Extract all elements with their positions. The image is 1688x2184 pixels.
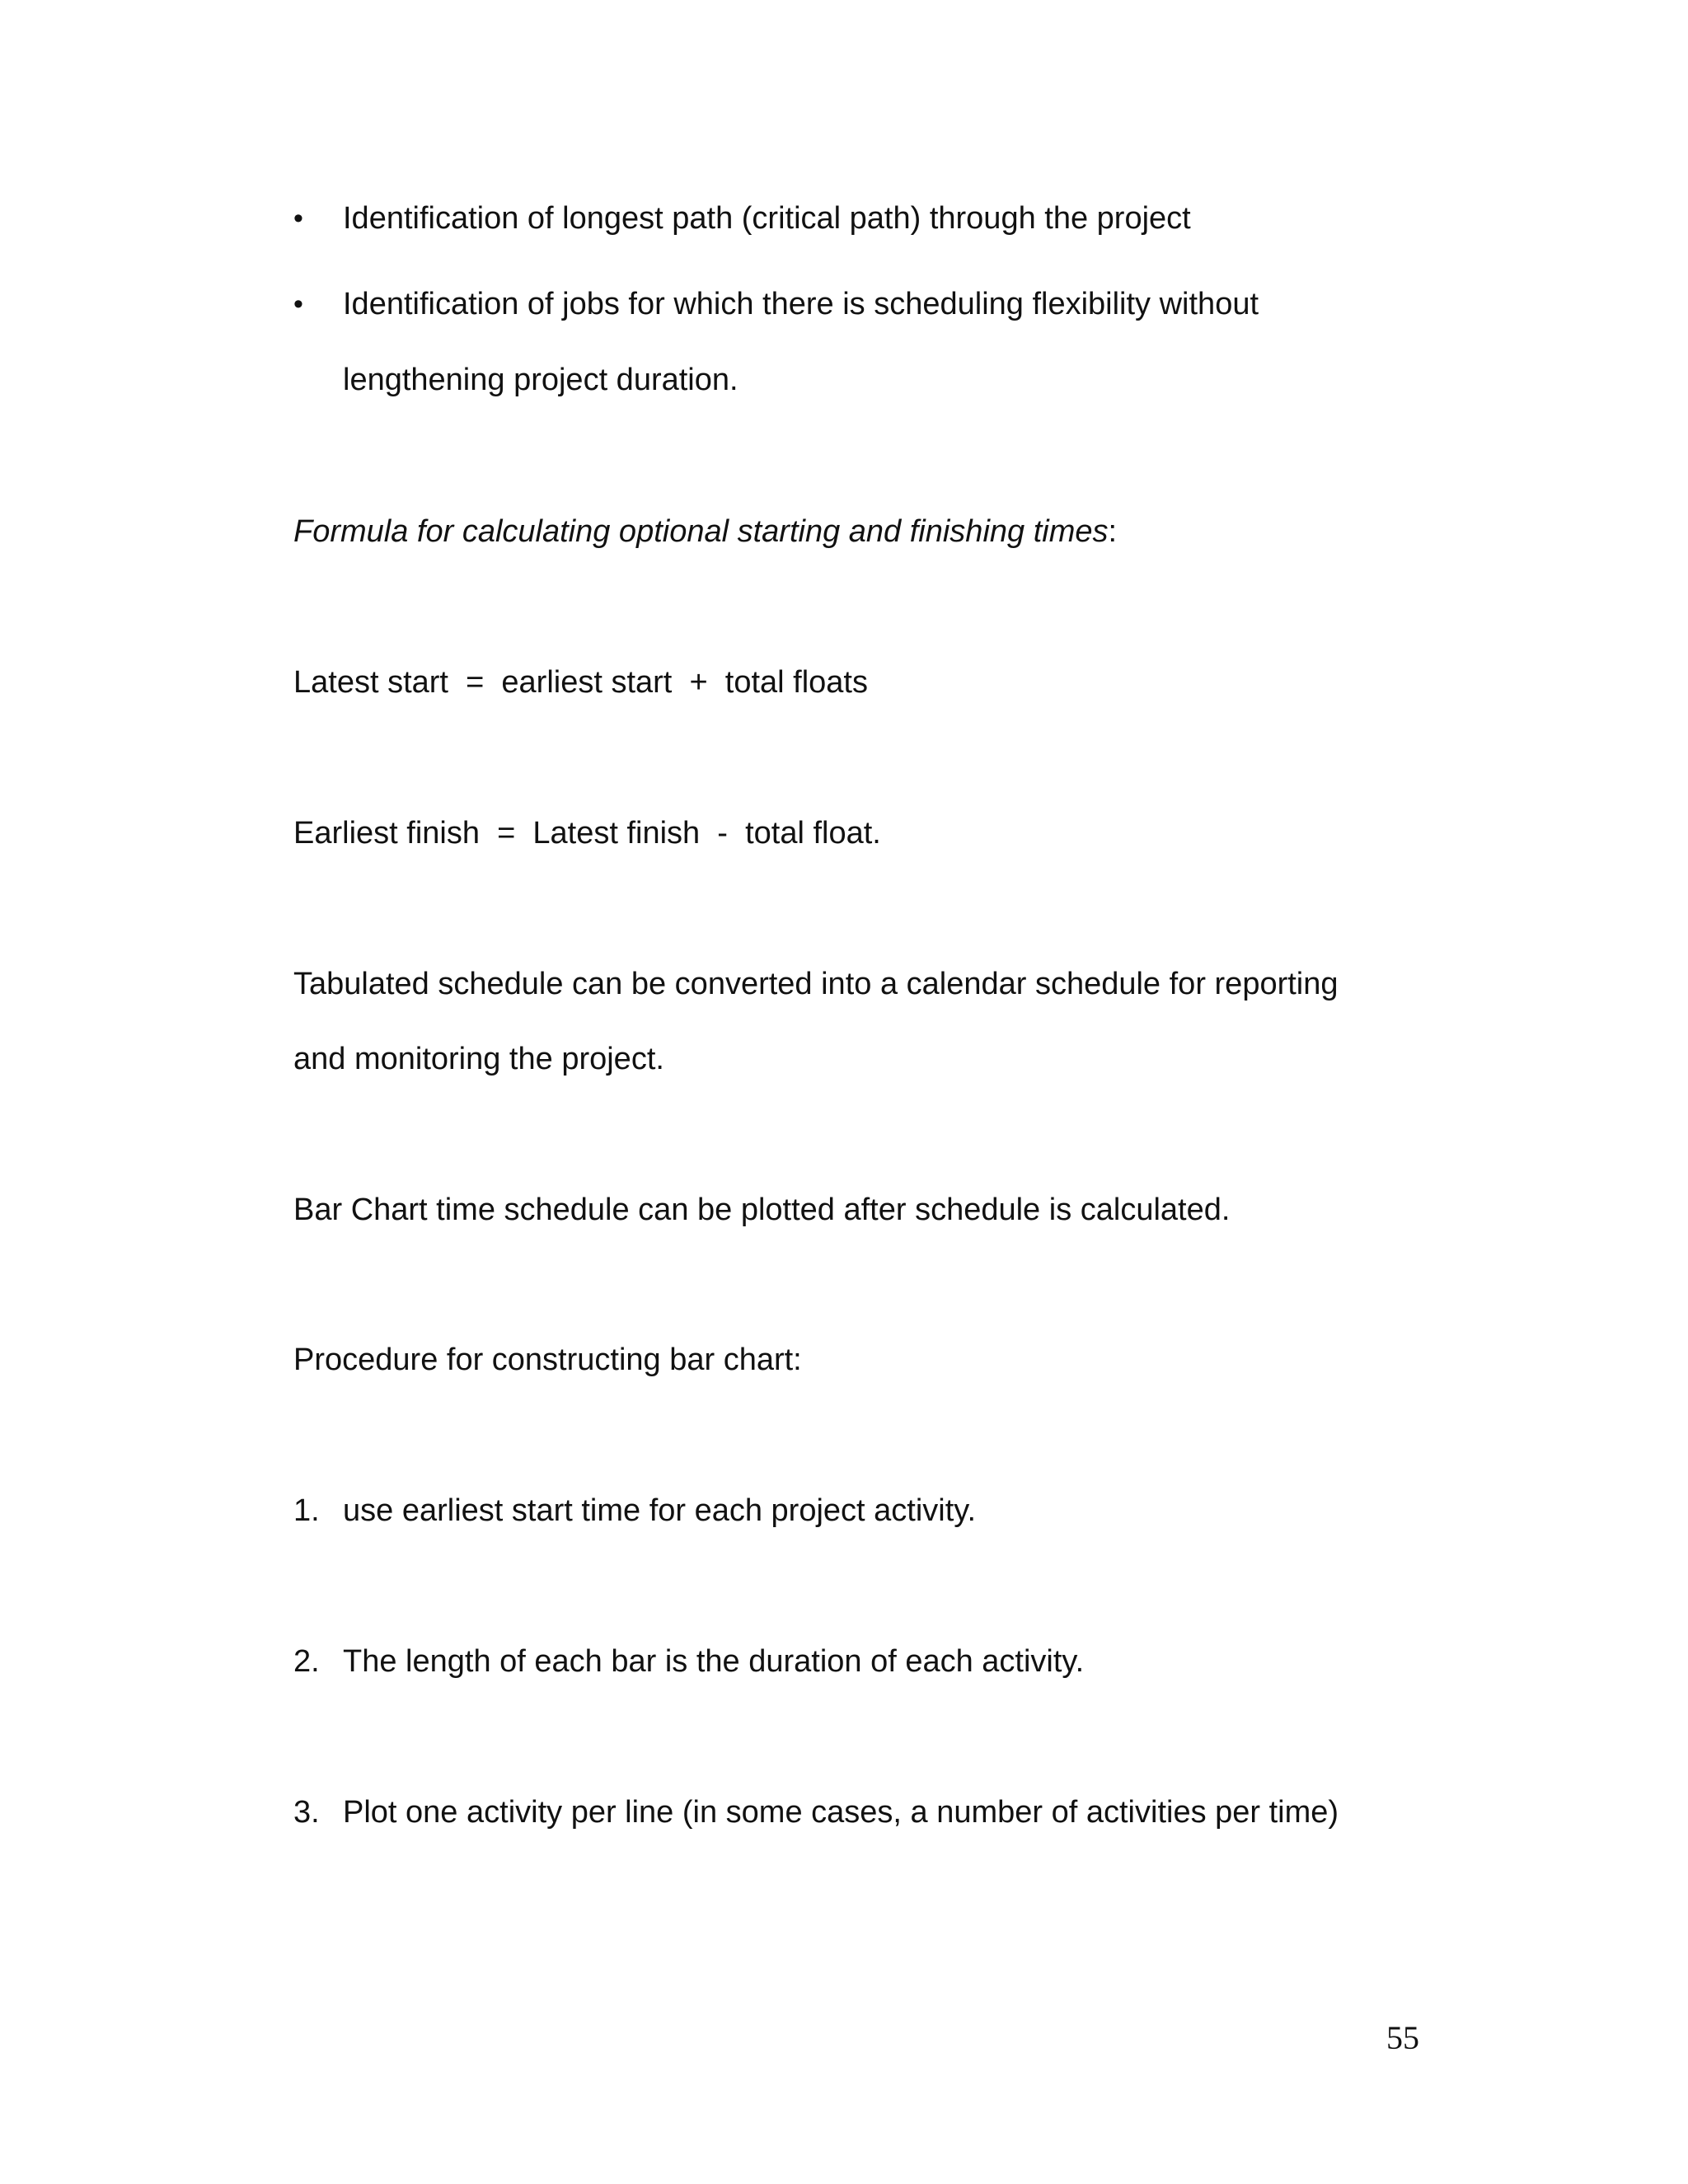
step-2-text: The length of each bar is the duration of each activity. — [343, 1644, 1085, 1679]
tabulated-paragraph-line-2: and monitoring the project. — [293, 1042, 664, 1076]
formula-latest-start: Latest start = earliest start + total floats — [293, 665, 868, 700]
formula-heading — [293, 513, 1117, 551]
step-3-text: Plot one activity per line (in some cases, a number of activities per time) — [343, 1795, 1339, 1830]
tabulated-paragraph-line-1: Tabulated schedule can be converted into a calendar schedule for reporting — [293, 967, 1339, 1001]
bullet-marker: • — [293, 288, 303, 320]
procedure-heading: Procedure for constructing bar chart: — [293, 1343, 802, 1377]
step-number: 1. — [293, 1493, 320, 1528]
step-number: 3. — [293, 1795, 320, 1830]
formula-heading-suffix: : — [1108, 514, 1118, 549]
step-number: 2. — [293, 1644, 320, 1679]
page-number: 55 — [1386, 2019, 1419, 2056]
bullet-2-text-line-2: lengthening project duration. — [343, 363, 738, 397]
formula-earliest-finish: Earliest finish = Latest finish - total float. — [293, 816, 881, 851]
bar-chart-paragraph: Bar Chart time schedule can be plotted after schedule is calculated. — [293, 1193, 1231, 1227]
step-1-text: use earliest start time for each project activity. — [343, 1493, 977, 1528]
bullet-marker: • — [293, 203, 303, 234]
bullet-1-text: Identification of longest path (critical path) through the project — [343, 201, 1191, 236]
formula-heading-italic: Formula for calculating optional starting and finishing times — [293, 514, 1109, 549]
bullet-2-text-line-1: Identification of jobs for which there is scheduling flexibility without — [343, 287, 1259, 321]
